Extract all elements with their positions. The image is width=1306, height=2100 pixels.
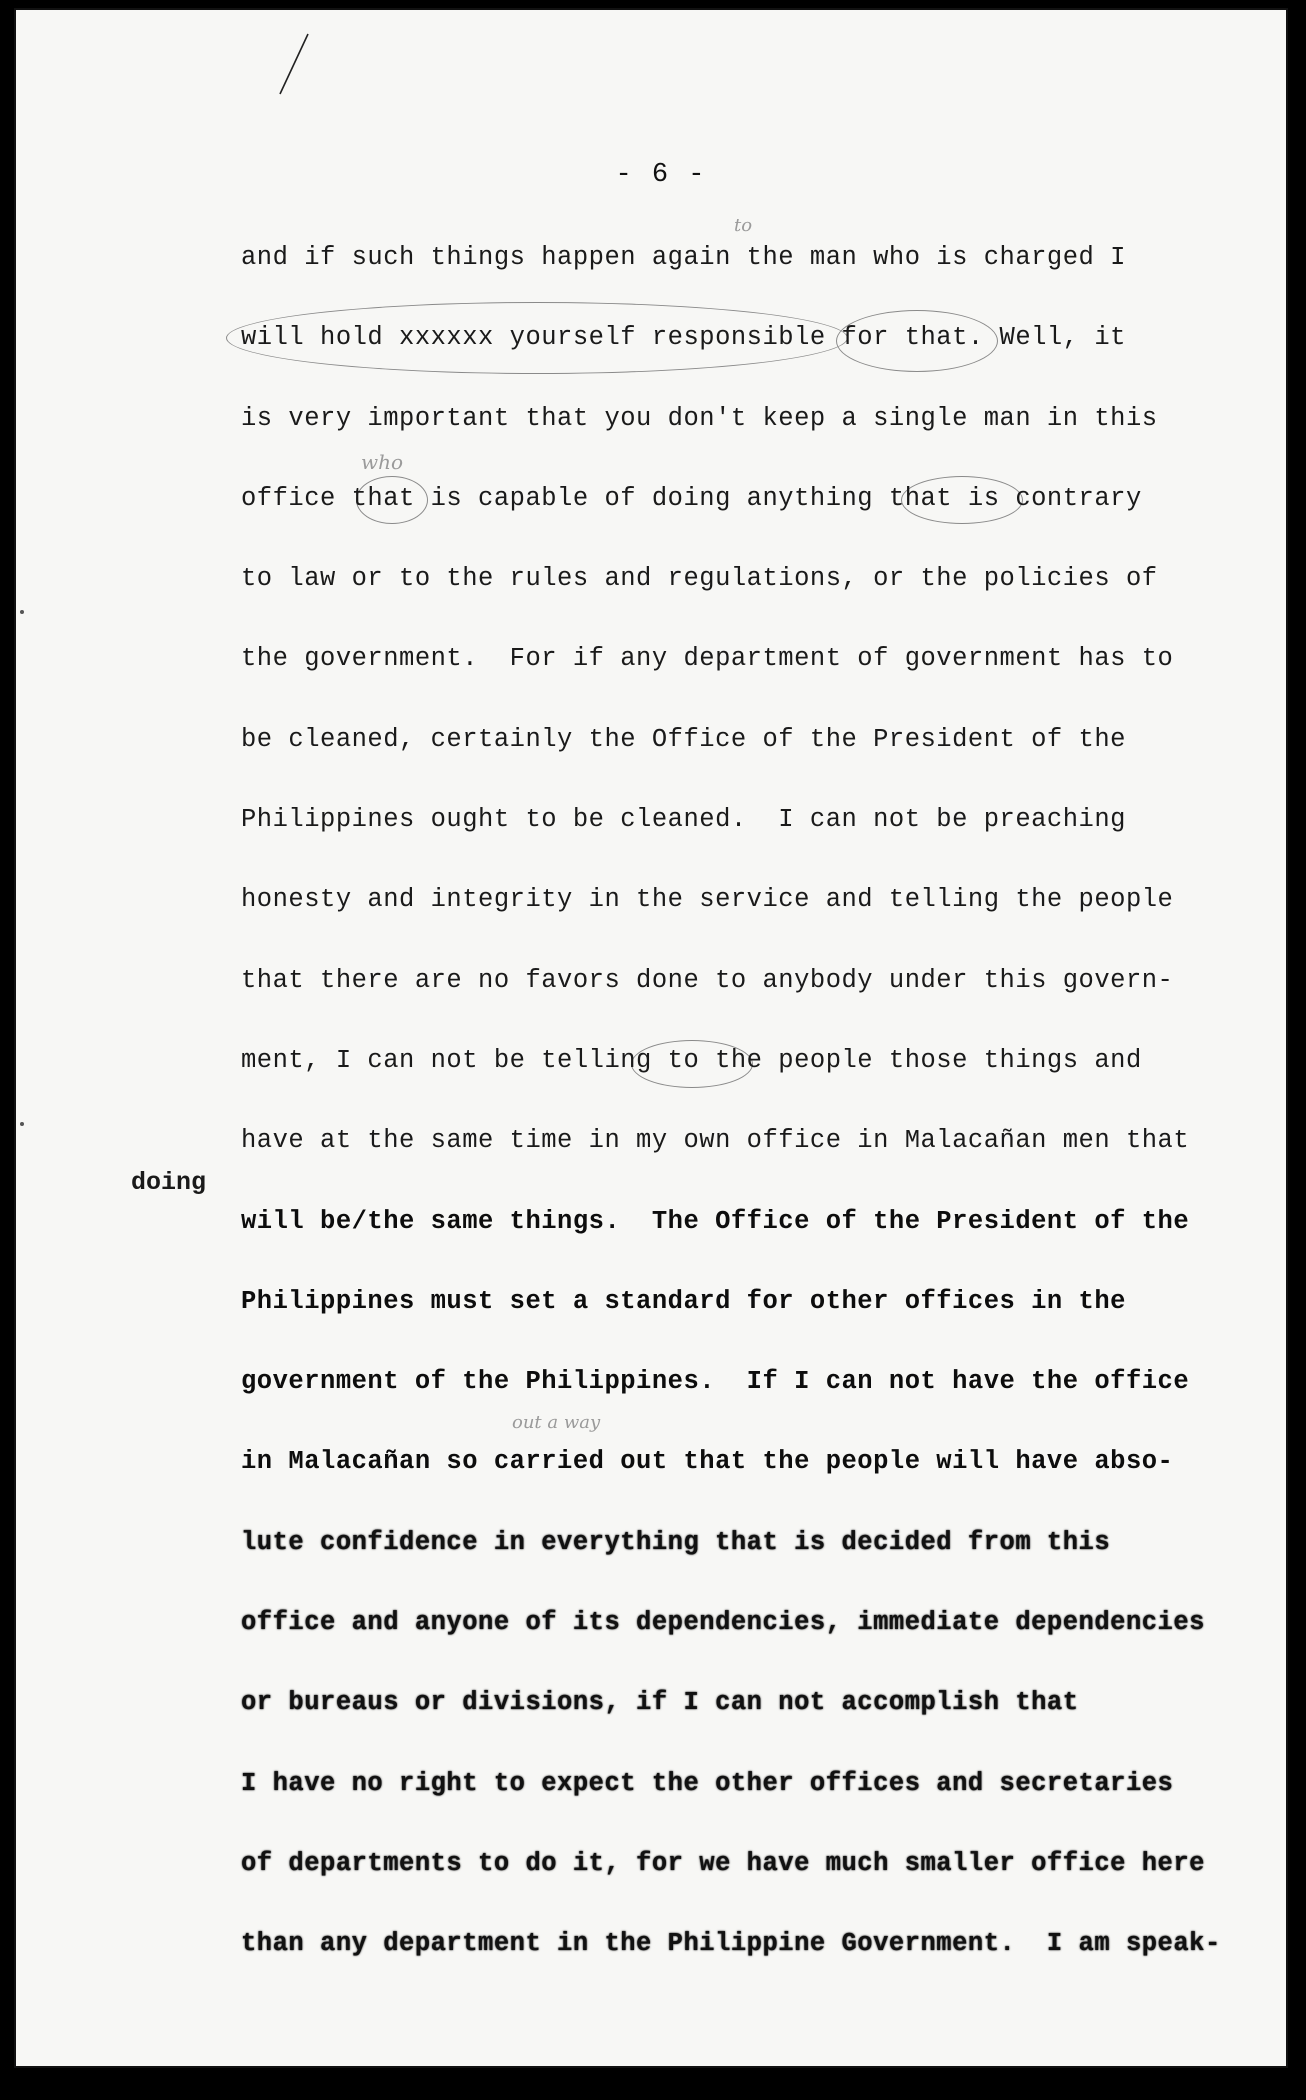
text-line: office that is capable of doing anything that is contrary	[241, 483, 1142, 513]
text-line: and if such things happen again the man who is charged I	[241, 243, 1126, 272]
pen-stroke-mark	[274, 30, 314, 100]
text-line: office and anyone of its dependencies, immediate dependencies	[241, 1608, 1205, 1638]
text-line: I have no right to expect the other offices and secretaries	[241, 1768, 1174, 1798]
text-line: Philippines must set a standard for other offices in the	[241, 1286, 1126, 1316]
text-line: is very important that you don't keep a single man in this	[241, 403, 1158, 433]
document-page	[14, 8, 1288, 2068]
text-line: to law or to the rules and regulations, or the policies of	[241, 564, 1158, 594]
text-line: that there are no favors done to anybody under this govern-	[241, 965, 1174, 995]
text-line: or bureaus or divisions, if I can not accomplish that	[241, 1688, 1079, 1718]
edge-speck	[20, 1122, 24, 1126]
text-line: will hold xxxxxx yourself responsible for that. Well, it	[241, 323, 1126, 353]
text-line: Philippines ought to be cleaned. I can not be preaching	[241, 805, 1126, 835]
edge-speck	[20, 610, 24, 614]
text-line: of departments to do it, for we have much smaller office here	[241, 1848, 1205, 1878]
typed-body-text	[241, 238, 1231, 2005]
text-line: lute confidence in everything that is decided from this	[241, 1527, 1111, 1557]
handwritten-insertion-who: who	[361, 450, 404, 474]
text-line: in Malacañan so carried out that the people will have abso-	[241, 1447, 1174, 1477]
handwritten-insertion-way: out a way	[512, 1412, 601, 1433]
text-line: be cleaned, certainly the Office of the President of the	[241, 724, 1126, 754]
text-line: government of the Philippines. If I can not have the office	[241, 1367, 1190, 1397]
text-line: will be/the same things. The Office of the President of the	[241, 1206, 1190, 1236]
text-line: honesty and integrity in the service and telling the people	[241, 885, 1174, 915]
text-line: ment, I can not be telling to the people those things and	[241, 1045, 1142, 1075]
text-line: than any department in the Philippine Government. I am speak-	[241, 1929, 1221, 1959]
page-number: - 6 -	[615, 160, 707, 190]
text-line: the government. For if any department of government has to	[241, 644, 1174, 674]
handwritten-insertion-to: to	[734, 215, 753, 236]
text-line: have at the same time in my own office in Malacañan men that	[241, 1126, 1190, 1156]
typed-insertion-doing: doing	[131, 1168, 207, 1197]
